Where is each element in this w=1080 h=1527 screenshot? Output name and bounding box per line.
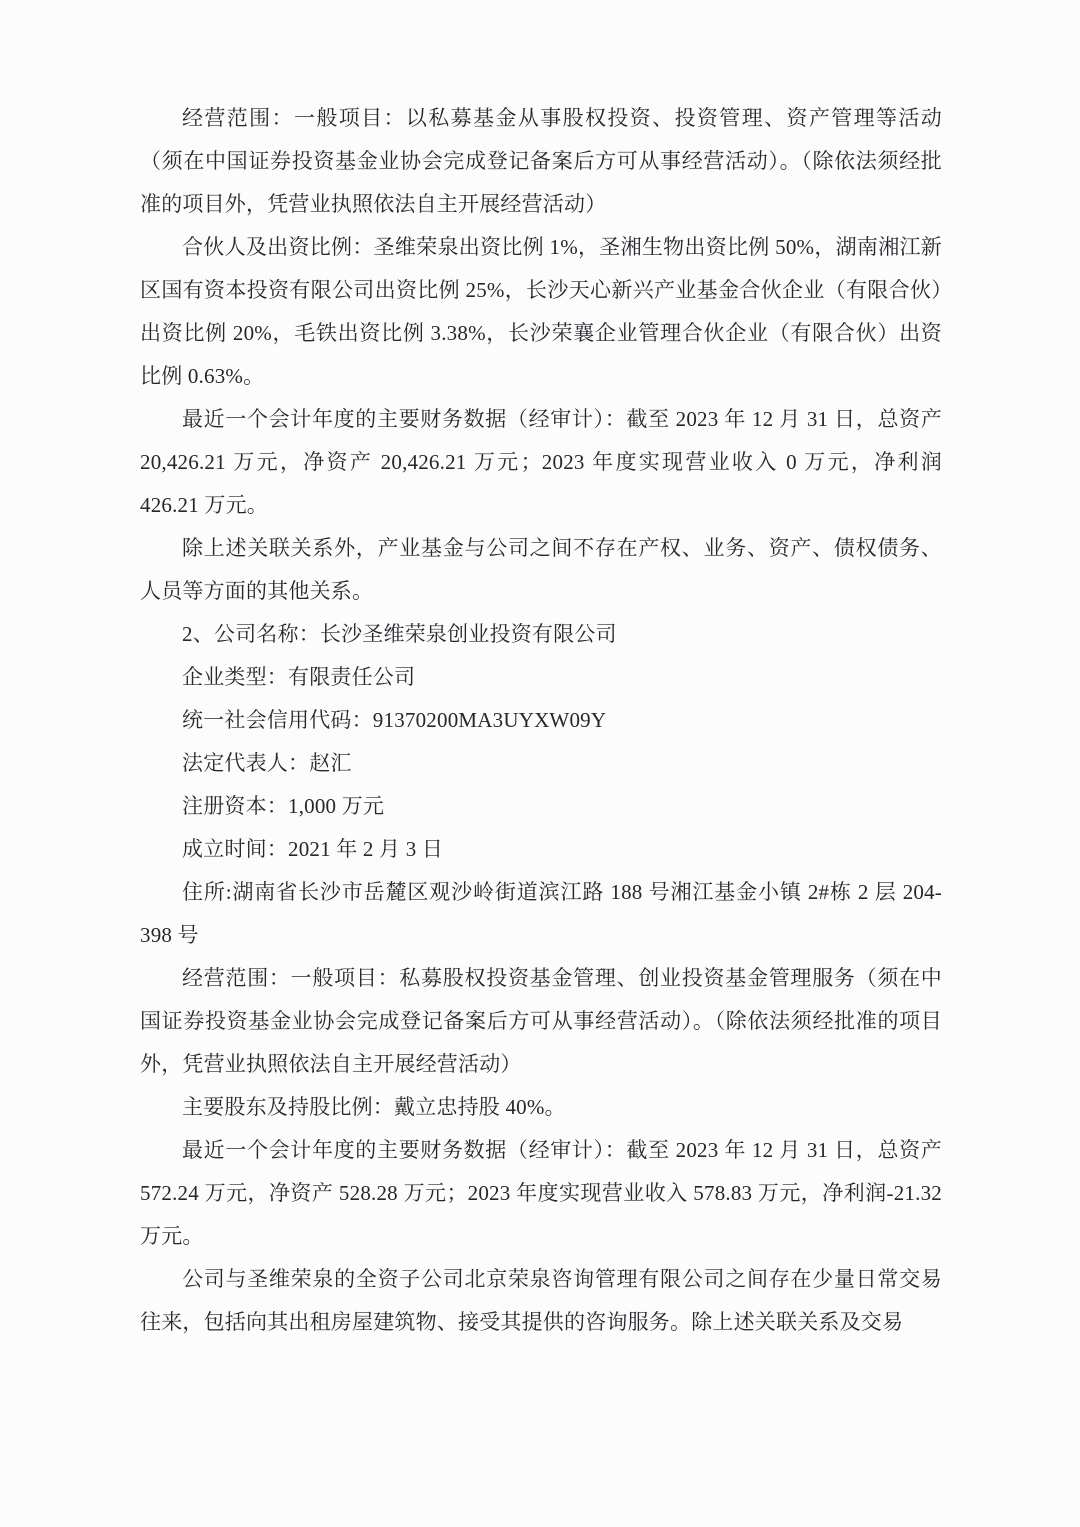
paragraph: 统一社会信用代码：91370200MA3UYXW09Y — [182, 708, 607, 732]
document-body — [140, 97, 942, 1344]
paragraph: 经营范围：一般项目：私募股权投资基金管理、创业投资基金管理服务（须在中国证券投资基金业协会完成登记备案后方可从事经营活动）。（除依法须经批准的项目外，凭营业执照依法自主开展经营活动） — [140, 966, 942, 1076]
paragraph: 法定代表人：赵汇 — [182, 751, 352, 775]
paragraph: 除上述关联关系外，产业基金与公司之间不存在产权、业务、资产、债权债务、人员等方面的其他关系。 — [140, 536, 942, 603]
paragraph: 经营范围：一般项目：以私募基金从事股权投资、投资管理、资产管理等活动（须在中国证券投资基金业协会完成登记备案后方可从事经营活动）。（除依法须经批准的项目外，凭营业执照依法自主开展经营活动） — [140, 106, 942, 216]
paragraph: 公司与圣维荣泉的全资子公司北京荣泉咨询管理有限公司之间存在少量日常交易往来，包括向其出租房屋建筑物、接受其提供的咨询服务。除上述关联关系及交易 — [140, 1267, 942, 1334]
paragraph: 成立时间：2021 年 2 月 3 日 — [182, 837, 444, 861]
paragraph: 住所:湖南省长沙市岳麓区观沙岭街道滨江路 188 号湘江基金小镇 2#栋 2 层 204-398 号 — [140, 880, 942, 947]
paragraph: 企业类型：有限责任公司 — [182, 665, 416, 689]
paragraph: 最近一个会计年度的主要财务数据（经审计）：截至 2023 年 12 月 31 日，总资产 572.24 万元，净资产 528.28 万元；2023 年度实现营业收入 578.83 万元，净利润-21.32 万元。 — [140, 1138, 942, 1248]
paragraph: 主要股东及持股比例：戴立忠持股 40%。 — [182, 1095, 566, 1119]
paragraph: 2、公司名称：长沙圣维荣泉创业投资有限公司 — [182, 622, 617, 646]
paragraph: 最近一个会计年度的主要财务数据（经审计）：截至 2023 年 12 月 31 日，总资产 20,426.21 万元，净资产 20,426.21 万元；2023 年度实现营业收入 0 万元，净利润 426.21 万元。 — [140, 407, 942, 517]
paragraph: 注册资本：1,000 万元 — [182, 794, 385, 818]
paragraph: 合伙人及出资比例：圣维荣泉出资比例 1%，圣湘生物出资比例 50%，湖南湘江新区国有资本投资有限公司出资比例 25%，长沙天心新兴产业基金合伙企业（有限合伙）出资比例 20%，毛铁出资比例 3.38%，长沙荣襄企业管理合伙企业（有限合伙）出资比例 0.63%。 — [140, 235, 942, 388]
